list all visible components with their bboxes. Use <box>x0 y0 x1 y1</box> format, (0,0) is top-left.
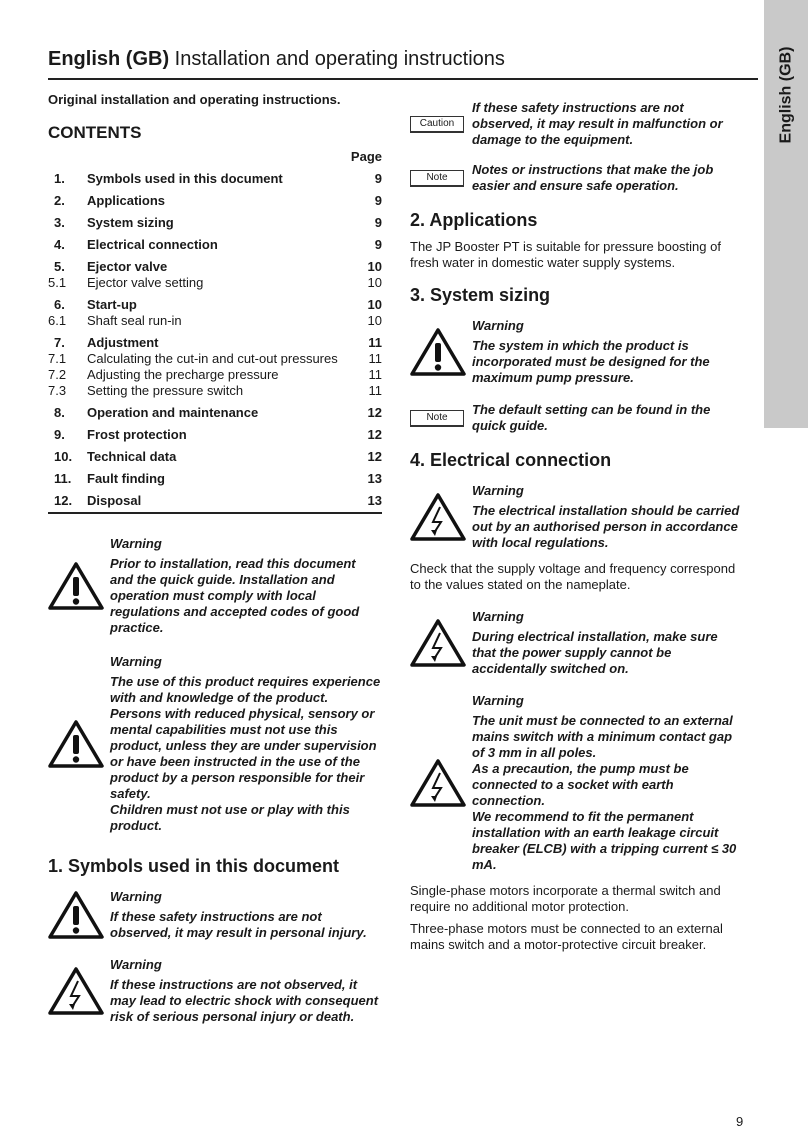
toc-entry <box>48 259 382 274</box>
caution-block <box>410 100 740 148</box>
toc-entry-page: 10 <box>367 297 382 312</box>
section-heading: 2. Applications <box>410 210 538 230</box>
warning-heading: Warning <box>110 654 162 669</box>
toc-entry-number: 10. <box>54 449 73 464</box>
warning-block <box>48 654 382 834</box>
toc-entry-page: 9 <box>374 171 382 186</box>
toc-entry-number: 7.2 <box>48 367 67 382</box>
header-rule <box>48 78 758 80</box>
warning-heading: Warning <box>110 957 162 972</box>
toc-entry-page: 12 <box>367 427 382 442</box>
toc-entry-title: Calculating the cut-in and cut-out pressures <box>87 351 338 366</box>
warning-text: If these safety instructions are not observed, it may result in personal injury. <box>110 909 367 940</box>
warning-text: The unit must be connected to an external mains switch with a minimum contact gap of 3 mm in all poles. <box>472 713 733 760</box>
warning-text: The use of this product requires experience with and knowledge of the product. <box>110 674 381 705</box>
warning-text: Prior to installation, read this document and the quick guide. Installation and operation must comply with local regulations and accepted codes of good practice. <box>110 556 360 635</box>
warning-block <box>410 318 740 386</box>
warning-text: If these instructions are not observed, it may lead to electric shock with consequent risk of serious personal injury or death. <box>110 977 379 1024</box>
toc-entry-title: Technical data <box>87 449 177 464</box>
toc-entry-title: Ejector valve <box>87 259 168 274</box>
toc-entry-page: 10 <box>367 313 382 328</box>
toc-entry <box>48 171 382 186</box>
toc-entry-page: 12 <box>367 449 382 464</box>
toc-entry <box>48 449 382 464</box>
toc-entry <box>48 471 382 486</box>
toc-entry-number: 9. <box>54 427 65 442</box>
toc-entry-title: Ejector valve setting <box>87 275 204 290</box>
section-heading: 4. Electrical connection <box>410 450 612 470</box>
note-block <box>410 402 740 434</box>
page-number: 9 <box>736 1114 744 1129</box>
toc-entry-title: Fault finding <box>87 471 165 486</box>
toc-entry <box>48 351 382 366</box>
warning-text: Persons with reduced physical, sensory or mental capabilities must not use this product, unless they are under supervision or have been instructed in the use of the product by a person responsible for their safety. <box>110 706 377 801</box>
section-paragraph: Single-phase motors incorporate a thermal switch and require no additional motor protection. <box>410 883 721 914</box>
electric-shock-icon <box>410 492 472 542</box>
warning-exclamation-icon <box>48 719 110 769</box>
toc-entry <box>48 215 382 230</box>
toc-entry-title: Electrical connection <box>87 237 218 252</box>
toc-entry-number: 8. <box>54 405 65 420</box>
toc-entry-page: 13 <box>367 471 382 486</box>
note-text: The default setting can be found in the quick guide. <box>472 402 711 433</box>
contents-page-header: Page <box>350 149 382 164</box>
warning-heading: Warning <box>472 693 524 708</box>
document-subtitle: Original installation and operating instructions. <box>48 92 341 107</box>
header-title-text: Installation and operating instructions <box>174 48 505 70</box>
electric-shock-icon <box>48 966 110 1016</box>
toc-entry-title: Setting the pressure switch <box>87 383 244 398</box>
toc-entry-page: 10 <box>367 259 382 274</box>
toc-entry-page: 11 <box>368 351 382 366</box>
toc-entry-title: Adjusting the precharge pressure <box>87 367 279 382</box>
section-paragraph: The JP Booster PT is suitable for pressure boosting of fresh water in domestic water supply systems. <box>410 239 721 270</box>
warning-block <box>48 536 382 636</box>
warning-heading: Warning <box>472 609 524 624</box>
toc-entry <box>48 313 382 328</box>
toc-entry-number: 6.1 <box>48 313 67 328</box>
warning-text: During electrical installation, make sure that the power supply cannot be accidentally switched on. <box>472 629 718 676</box>
warning-heading: Warning <box>110 889 162 904</box>
toc-entry <box>48 427 382 442</box>
warning-heading: Warning <box>472 483 524 498</box>
section-heading: 3. System sizing <box>410 285 551 305</box>
contents-title: CONTENTS <box>48 123 142 142</box>
toc-entry-title: Frost protection <box>87 427 187 442</box>
warning-block <box>410 483 740 551</box>
warning-block <box>410 609 740 677</box>
right-column <box>410 100 740 953</box>
toc-entry-page: 11 <box>368 335 382 350</box>
electric-shock-icon <box>410 758 472 808</box>
table-of-contents <box>48 171 382 514</box>
toc-entry-number: 11. <box>54 471 72 486</box>
toc-entry-page: 9 <box>374 193 382 208</box>
toc-entry-number: 3. <box>54 215 65 230</box>
toc-entry-page: 11 <box>368 367 382 382</box>
toc-entry-number: 6. <box>54 297 65 312</box>
toc-entry-number: 7.1 <box>48 351 67 366</box>
caution-text: If these safety instructions are not observed, it may result in malfunction or damage to the equipment. <box>472 100 723 147</box>
toc-entry <box>48 193 382 208</box>
toc-entry-page: 9 <box>374 237 382 252</box>
toc-entry-title: Start-up <box>87 297 137 312</box>
toc-entry-title: System sizing <box>87 215 174 230</box>
toc-entry-title: Shaft seal run-in <box>87 313 182 328</box>
toc-entry-title: Operation and maintenance <box>87 405 259 420</box>
toc-entry <box>48 405 382 420</box>
warning-text: The system in which the product is incorporated must be designed for the maximum pump pressure. <box>472 338 710 385</box>
toc-entry-number: 1. <box>54 171 65 186</box>
toc-entry-page: 10 <box>367 275 382 290</box>
section-heading: 1. Symbols used in this document <box>48 856 340 876</box>
section-paragraph: Three-phase motors must be connected to an external mains switch and a motor-protective circuit breaker. <box>410 921 723 952</box>
page-header-title <box>48 48 505 71</box>
section-paragraph: Check that the supply voltage and frequency correspond to the values stated on the nameplate. <box>410 561 736 592</box>
toc-entry-page: 9 <box>374 215 382 230</box>
toc-entry <box>48 275 382 290</box>
warning-exclamation-icon <box>48 561 110 611</box>
toc-entry-number: 5. <box>54 259 65 274</box>
note-label-box: Note <box>410 410 464 427</box>
warning-text: We recommend to fit the permanent installation with an earth leakage circuit breaker (ELCB) with a tripping current ≤ 30 mA. <box>472 809 737 872</box>
toc-entry <box>48 367 382 382</box>
toc-entry <box>48 383 382 398</box>
warning-exclamation-icon <box>410 327 472 377</box>
warning-heading: Warning <box>472 318 524 333</box>
electric-shock-icon <box>410 618 472 668</box>
warning-block <box>48 889 382 941</box>
toc-entry <box>48 335 382 350</box>
side-tab-label: English (GB) <box>777 46 795 144</box>
left-column <box>48 92 382 1025</box>
toc-entry-number: 5.1 <box>48 275 67 290</box>
warning-heading: Warning <box>110 536 162 551</box>
warning-block <box>48 957 382 1025</box>
toc-entry-number: 2. <box>54 193 65 208</box>
toc-entry <box>48 237 382 252</box>
note-label-box: Note <box>410 170 464 187</box>
toc-entry-page: 12 <box>367 405 382 420</box>
language-side-tab <box>764 0 808 428</box>
toc-entry <box>48 297 382 312</box>
caution-label-box: Caution <box>410 116 464 133</box>
warning-exclamation-icon <box>48 890 110 940</box>
toc-entry-page: 11 <box>368 383 382 398</box>
warning-text: As a precaution, the pump must be connected to a socket with earth connection. <box>472 761 689 808</box>
warning-text: The electrical installation should be carried out by an authorised person in accordance with local regulations. <box>472 503 740 550</box>
toc-entry <box>48 493 382 508</box>
note-text: Notes or instructions that make the job easier and ensure safe operation. <box>472 162 714 193</box>
header-language: English (GB) <box>48 48 170 70</box>
toc-entry-title: Symbols used in this document <box>87 171 283 186</box>
toc-entry-number: 4. <box>54 237 65 252</box>
toc-entry-title: Adjustment <box>87 335 159 350</box>
toc-entry-number: 7.3 <box>48 383 67 398</box>
warning-block <box>410 693 740 873</box>
toc-entry-number: 12. <box>54 493 73 508</box>
warning-text: Children must not use or play with this product. <box>110 802 350 833</box>
note-block <box>410 162 740 194</box>
toc-entry-title: Applications <box>87 193 166 208</box>
toc-entry-page: 13 <box>367 493 382 508</box>
toc-entry-title: Disposal <box>87 493 142 508</box>
toc-entry-number: 7. <box>54 335 65 350</box>
